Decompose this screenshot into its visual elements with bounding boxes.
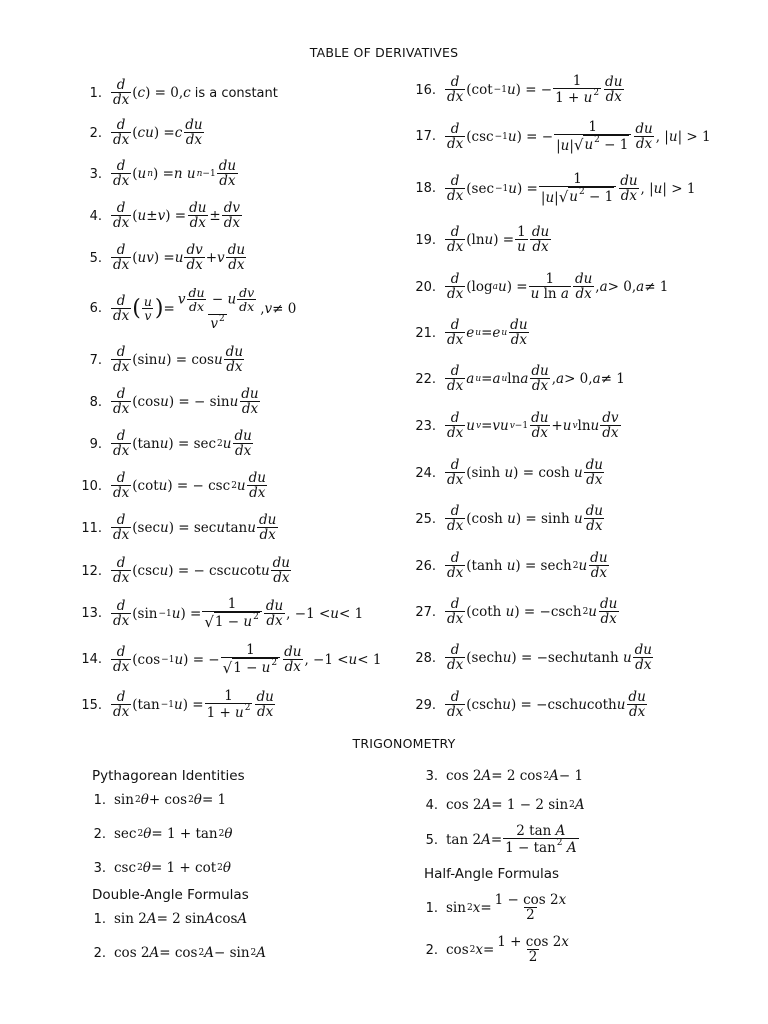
trigonometry-title: TRIGONOMETRY <box>352 736 456 751</box>
pythagorean-1: 1. sin 2 θ + cos 2 θ = 1 <box>93 792 227 808</box>
formula-17: 17. $\frac{d}{dx}$ (csc −1 u ) = − 1 |u| √ $u^2 - 1$ $\frac{du}{dx}$ , | u | > 1 <box>415 119 711 155</box>
formula-24: 24. $\frac{d}{dx}$ (sinh u ) = cosh u $\frac{du}{dx}$ <box>415 457 603 489</box>
formula-14: 14. $\frac{d}{dx}$ (cos −1 u ) = − 1 √ $1 - u^2$ $\frac{du}{dx}$ , −1 < u < 1 <box>81 642 382 678</box>
formula-13: 13. $\frac{d}{dx}$ (sin −1 u ) = 1 √ $1 - u^2$ $\frac{du}{dx}$ , −1 < u < 1 <box>81 596 364 632</box>
formula-3: 3. $\frac{d}{dx}$ ( u n ) = n u n−1 $\frac{du}{dx}$ <box>89 158 237 190</box>
formula-23: 23. $\frac{d}{dx}$ u v = vu v−1 $\frac{du}{dx}$ + u v ln u $\frac{dv}{dx}$ <box>415 410 619 442</box>
pythagorean-heading: Pythagorean Identities <box>92 768 245 784</box>
formula-25: 25. $\frac{d}{dx}$ (cosh u ) = sinh u $\frac{du}{dx}$ <box>415 503 603 535</box>
double-angle-5: 5. tan 2 A = $\frac{\text{2 tan A}}{1 - \tan^2 A}$ <box>425 823 577 857</box>
double-angle-3: 3. cos 2 A = 2 cos 2 A − 1 <box>425 768 584 784</box>
formula-10: 10. $\frac{d}{dx}$ (cot u ) = − csc 2 u $\frac{du}{dx}$ <box>81 470 266 502</box>
double-angle-1: 1. sin 2 A = 2 sin A cos A <box>93 911 248 927</box>
formula-2: 2. $\frac{d}{dx}$ ( cu ) = c $\frac{du}{dx}$ <box>89 117 203 149</box>
double-angle-2: 2. cos 2 A = cos 2 A − sin 2 A <box>93 945 266 961</box>
pythagorean-3: 3. csc 2 θ = 1 + cot 2 θ <box>93 860 232 876</box>
formula-20: 20. $\frac{d}{dx}$ (log a u ) = $\frac{1}{\text{u ln a}}$ $\frac{du}{dx}$ , a > 0, a ≠ 1 <box>415 271 669 303</box>
formula-27: 27. $\frac{d}{dx}$ (coth u ) = −csch 2 u $\frac{du}{dx}$ <box>415 596 618 628</box>
formula-19: 19. $\frac{d}{dx}$ (ln u ) = $\frac{1}{u}$ $\frac{du}{dx}$ <box>415 224 550 256</box>
formula-21: 21. $\frac{d}{dx}$ e u = e u $\frac{du}{dx}$ <box>415 317 528 349</box>
formula-16: 16. $\frac{d}{dx}$ (cot −1 u ) = − $\frac{1}{1 + u^2}$ $\frac{du}{dx}$ <box>415 73 623 107</box>
formula-8: 8. $\frac{d}{dx}$ (cos u ) = − sin u $\frac{du}{dx}$ <box>89 386 259 418</box>
formula-18: 18. $\frac{d}{dx}$ (sec −1 u ) = 1 |u| √ $u^2 - 1$ $\frac{du}{dx}$ , | u | > 1 <box>415 171 696 207</box>
formula-29: 29. $\frac{d}{dx}$ (csch u ) = −csch u coth u $\frac{du}{dx}$ <box>415 689 646 721</box>
formula-11: 11. $\frac{d}{dx}$ (sec u ) = sec u tan u $\frac{du}{dx}$ <box>81 512 277 544</box>
formula-22: 22. $\frac{d}{dx}$ a u = a u ln a $\frac{du}{dx}$ , a > 0, a ≠ 1 <box>415 363 625 395</box>
formula-4: 4. $\frac{d}{dx}$ ( u ± v ) = $\frac{du}{dx}$ ± $\frac{dv}{dx}$ <box>89 200 241 232</box>
half-angle-2: 2. cos 2 x = $\frac{1 + \cos 2x}{2}$ <box>425 934 569 966</box>
formula-28: 28. $\frac{d}{dx}$ (sech u ) = −sech u tanh u $\frac{du}{dx}$ <box>415 642 652 674</box>
formula-6: 6. $\frac{d}{dx}$ ( $\frac{u}{v}$ ) = v $\frac{du}{dx}$ − u $\frac{dv}{dx}$ $v^2$ , v ≠ 0 <box>89 285 297 332</box>
double-angle-4: 4. cos 2 A = 1 − 2 sin 2 A <box>425 797 585 813</box>
derivatives-title: TABLE OF DERIVATIVES <box>309 45 459 60</box>
half-angle-heading: Half-Angle Formulas <box>424 866 560 882</box>
formula-15: 15. $\frac{d}{dx}$ (tan −1 u ) = $\frac{1}{1 + u^2}$ $\frac{du}{dx}$ <box>81 688 274 722</box>
half-angle-1: 1. sin 2 x = $\frac{1 - \cos 2x}{2}$ <box>425 892 567 924</box>
double-angle-heading: Double-Angle Formulas <box>92 887 249 903</box>
pythagorean-2: 2. sec 2 θ = 1 + tan 2 θ <box>93 826 233 842</box>
formula-26: 26. $\frac{d}{dx}$ (tanh u ) = sech 2 u $\frac{du}{dx}$ <box>415 550 608 582</box>
formula-9: 9. $\frac{d}{dx}$ (tan u ) = sec 2 u $\frac{du}{dx}$ <box>89 428 252 460</box>
formula-7: 7. $\frac{d}{dx}$ (sin u ) = cos u $\frac{du}{dx}$ <box>89 344 244 376</box>
formula-12: 12. $\frac{d}{dx}$ (csc u ) = − csc u cot u $\frac{du}{dx}$ <box>81 555 290 587</box>
constant-note: is a constant <box>194 85 278 101</box>
formula-1: 1. $\frac{d}{dx}$ ( c ) = 0, c is a constant <box>89 77 278 109</box>
formula-5: 5. $\frac{d}{dx}$ ( uv ) = u $\frac{dv}{dx}$ + v $\frac{du}{dx}$ <box>89 242 246 274</box>
